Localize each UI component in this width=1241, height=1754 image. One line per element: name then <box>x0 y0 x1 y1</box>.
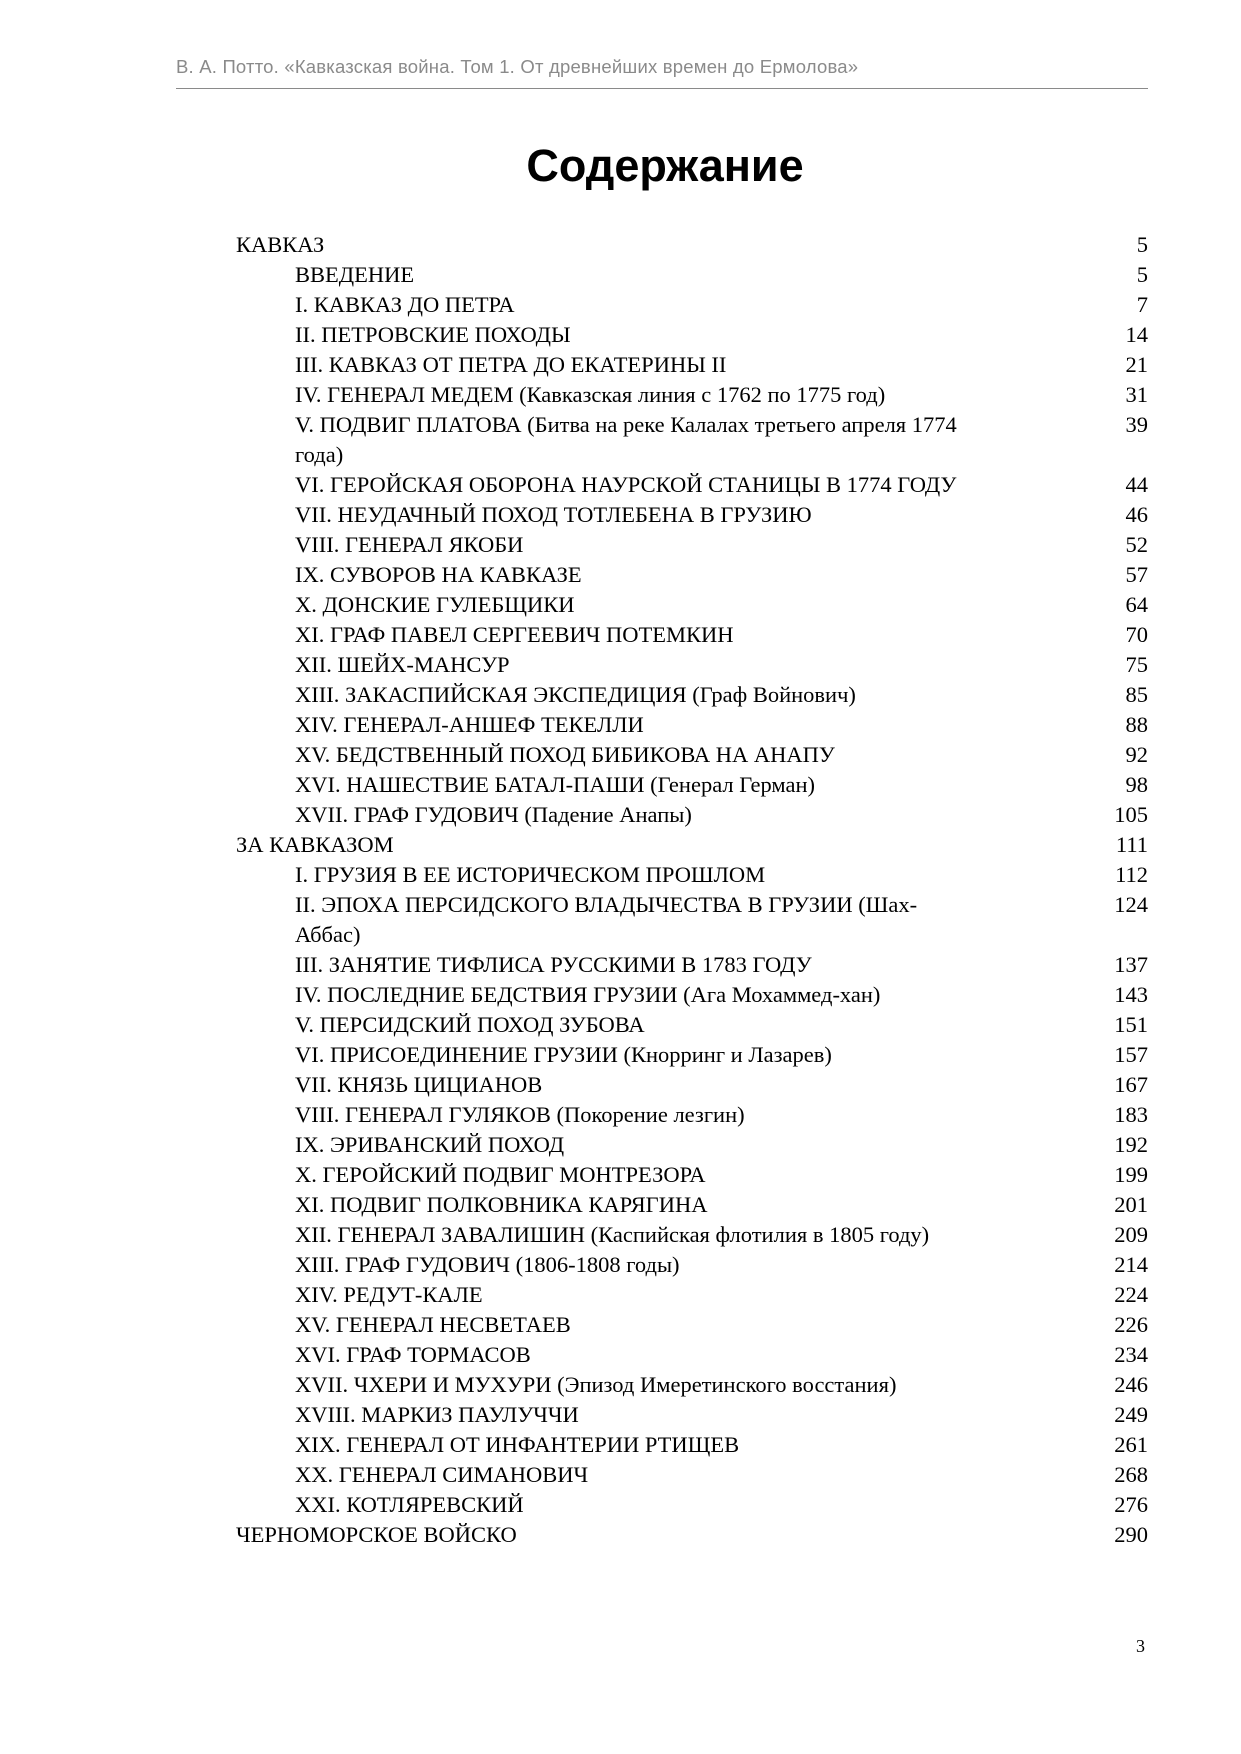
toc-entry-title: VIII. ГЕНЕРАЛ ГУЛЯКОВ (Покорение лезгин) <box>295 1102 745 1127</box>
toc-entry-page: 44 <box>1125 472 1148 497</box>
toc-chapter-entry[interactable] <box>236 260 1148 290</box>
toc-entry-title: XII. ГЕНЕРАЛ ЗАВАЛИШИН (Каспийская флотилия в 1805 году) <box>295 1222 930 1247</box>
toc-chapter-entry[interactable] <box>236 1370 1148 1400</box>
toc-chapter-entry[interactable] <box>236 890 1148 950</box>
toc-entry-page: 70 <box>1125 622 1148 647</box>
toc-chapter-entry[interactable] <box>236 1310 1148 1340</box>
toc-chapter-entry[interactable] <box>236 380 1148 410</box>
running-title: В. А. Потто. «Кавказская война. Том 1. От древнейших времен до Ермолова» <box>176 56 859 77</box>
toc-chapter-entry[interactable] <box>236 950 1148 980</box>
toc-part-entry[interactable] <box>236 1520 1148 1550</box>
toc-part-entry[interactable] <box>236 230 1148 260</box>
toc-chapter-entry[interactable] <box>236 800 1148 830</box>
toc-entry-page: 167 <box>1114 1072 1148 1097</box>
toc-entry-title: XV. ГЕНЕРАЛ НЕСВЕТАЕВ <box>295 1312 571 1337</box>
toc-entry-page: 268 <box>1114 1462 1148 1487</box>
toc-entry-title: IX. СУВОРОВ НА КАВКАЗЕ <box>295 562 582 587</box>
toc-entry-page: 157 <box>1114 1042 1148 1067</box>
toc-chapter-entry[interactable] <box>236 1070 1148 1100</box>
toc-entry-title: VI. ГЕРОЙСКАЯ ОБОРОНА НАУРСКОЙ СТАНИЦЫ В 1774 ГОДУ <box>295 472 957 497</box>
toc-entry-title: X. ДОНСКИЕ ГУЛЕБЩИКИ <box>295 592 575 617</box>
toc-entry-title: X. ГЕРОЙСКИЙ ПОДВИГ МОНТРЕЗОРА <box>295 1162 706 1187</box>
toc-entry-title: I. КАВКАЗ ДО ПЕТРА <box>295 292 515 317</box>
toc-chapter-entry[interactable] <box>236 1220 1148 1250</box>
toc-chapter-entry[interactable] <box>236 1130 1148 1160</box>
toc-entry-title: VII. НЕУДАЧНЫЙ ПОХОД ТОТЛЕБЕНА В ГРУЗИЮ <box>295 502 812 527</box>
toc-chapter-entry[interactable] <box>236 500 1148 530</box>
toc-chapter-entry[interactable] <box>236 320 1148 350</box>
page-title: Содержание <box>526 140 804 191</box>
toc-entry-title: VII. КНЯЗЬ ЦИЦИАНОВ <box>295 1072 543 1097</box>
toc-chapter-entry[interactable] <box>236 530 1148 560</box>
toc-entry-title: XVII. ГРАФ ГУДОВИЧ (Падение Анапы) <box>295 802 692 827</box>
toc-chapter-entry[interactable] <box>236 710 1148 740</box>
toc-chapter-entry[interactable] <box>236 1280 1148 1310</box>
toc-entry-page: 5 <box>1136 232 1148 257</box>
toc-entry-title: XIII. ЗАКАСПИЙСКАЯ ЭКСПЕДИЦИЯ (Граф Войнович) <box>295 682 856 707</box>
toc-entry-page: 290 <box>1114 1522 1148 1547</box>
toc-entry-title: XX. ГЕНЕРАЛ СИМАНОВИЧ <box>295 1462 589 1487</box>
table-of-contents <box>236 230 1148 1550</box>
toc-entry-title: XVII. ЧХЕРИ И МУХУРИ (Эпизод Имеретинского восстания) <box>295 1372 897 1397</box>
toc-chapter-entry[interactable] <box>236 1460 1148 1490</box>
toc-entry-page: 39 <box>1125 412 1148 437</box>
toc-entry-page: 98 <box>1125 772 1148 797</box>
toc-entry-page: 276 <box>1114 1492 1148 1517</box>
toc-chapter-entry[interactable] <box>236 1010 1148 1040</box>
toc-entry-page: 137 <box>1114 952 1148 977</box>
toc-chapter-entry[interactable] <box>236 590 1148 620</box>
toc-chapter-entry[interactable] <box>236 770 1148 800</box>
toc-chapter-entry[interactable] <box>236 620 1148 650</box>
toc-entry-title: XXI. КОТЛЯРЕВСКИЙ <box>295 1492 524 1517</box>
toc-entry-page: 183 <box>1114 1102 1148 1127</box>
toc-entry-page: 143 <box>1114 982 1148 1007</box>
toc-entry-page: 31 <box>1125 382 1148 407</box>
toc-entry-page: 14 <box>1125 322 1148 347</box>
toc-entry-title: ЗА КАВКАЗОМ <box>236 832 394 857</box>
toc-entry-page: 214 <box>1114 1252 1148 1277</box>
toc-entry-page: 246 <box>1114 1372 1148 1397</box>
toc-chapter-entry[interactable] <box>236 470 1148 500</box>
toc-entry-page: 85 <box>1125 682 1148 707</box>
toc-chapter-entry[interactable] <box>236 650 1148 680</box>
toc-entry-title: III. ЗАНЯТИЕ ТИФЛИСА РУССКИМИ В 1783 ГОДУ <box>295 952 812 977</box>
toc-chapter-entry[interactable] <box>236 560 1148 590</box>
toc-entry-title: КАВКАЗ <box>236 232 325 257</box>
toc-entry-title: III. КАВКАЗ ОТ ПЕТРА ДО ЕКАТЕРИНЫ II <box>295 352 727 377</box>
toc-entry-title: XVIII. МАРКИЗ ПАУЛУЧЧИ <box>295 1402 579 1427</box>
toc-entry-title: VIII. ГЕНЕРАЛ ЯКОБИ <box>295 532 524 557</box>
toc-chapter-entry[interactable] <box>236 290 1148 320</box>
toc-chapter-entry[interactable] <box>236 740 1148 770</box>
page-number: 3 <box>1136 1636 1145 1656</box>
toc-entry-page: 64 <box>1125 592 1148 617</box>
toc-entry-page: 234 <box>1114 1342 1148 1367</box>
toc-entry-title: IX. ЭРИВАНСКИЙ ПОХОД <box>295 1132 565 1157</box>
toc-entry-page: 209 <box>1114 1222 1148 1247</box>
toc-entry-title: XIV. РЕДУТ-КАЛЕ <box>295 1282 483 1307</box>
running-header <box>176 56 1148 89</box>
toc-entry-title: VI. ПРИСОЕДИНЕНИЕ ГРУЗИИ (Кнорринг и Лазарев) <box>295 1042 832 1067</box>
toc-entry-page: 261 <box>1114 1432 1148 1457</box>
toc-entry-page: 5 <box>1136 262 1148 287</box>
toc-chapter-entry[interactable] <box>236 980 1148 1010</box>
toc-entry-page: 224 <box>1114 1282 1148 1307</box>
toc-entry-title: IV. ГЕНЕРАЛ МЕДЕМ (Кавказская линия с 1762 по 1775 год) <box>295 382 886 407</box>
toc-entry-title: IV. ПОСЛЕДНИЕ БЕДСТВИЯ ГРУЗИИ (Ага Мохаммед-хан) <box>295 982 881 1007</box>
toc-entry-title: XI. ГРАФ ПАВЕЛ СЕРГЕЕВИЧ ПОТЕМКИН <box>295 622 734 647</box>
toc-chapter-entry[interactable] <box>236 680 1148 710</box>
toc-entry-page: 112 <box>1115 862 1148 887</box>
toc-entry-page: 92 <box>1125 742 1148 767</box>
toc-entry-page: 192 <box>1114 1132 1148 1157</box>
toc-part-entry[interactable] <box>236 830 1148 860</box>
toc-entry-title: XI. ПОДВИГ ПОЛКОВНИКА КАРЯГИНА <box>295 1192 708 1217</box>
toc-entry-page: 7 <box>1136 292 1148 317</box>
toc-chapter-entry[interactable] <box>236 1190 1148 1220</box>
toc-entry-title: XII. ШЕЙХ-МАНСУР <box>295 652 510 677</box>
toc-entry-page: 151 <box>1114 1012 1148 1037</box>
toc-chapter-entry[interactable] <box>236 1400 1148 1430</box>
toc-chapter-entry[interactable] <box>236 860 1148 890</box>
toc-entry-page: 46 <box>1125 502 1148 527</box>
toc-entry-page: 21 <box>1125 352 1148 377</box>
toc-entry-page: 88 <box>1125 712 1148 737</box>
toc-entry-title: XIII. ГРАФ ГУДОВИЧ (1806-1808 годы) <box>295 1252 680 1277</box>
toc-entry-title: V. ПОДВИГ ПЛАТОВА (Битва на реке Калалах третьего апреля 1774 года) <box>295 412 957 467</box>
toc-entry-page: 75 <box>1125 652 1148 677</box>
toc-entry-page: 111 <box>1115 832 1148 857</box>
toc-entry-title: I. ГРУЗИЯ В ЕЕ ИСТОРИЧЕСКОМ ПРОШЛОМ <box>295 862 766 887</box>
toc-chapter-entry[interactable] <box>236 350 1148 380</box>
toc-entry-page: 199 <box>1114 1162 1148 1187</box>
toc-entry-page: 105 <box>1114 802 1148 827</box>
toc-entry-title: V. ПЕРСИДСКИЙ ПОХОД ЗУБОВА <box>295 1012 645 1037</box>
toc-entry-page: 201 <box>1114 1192 1148 1217</box>
toc-chapter-entry[interactable] <box>236 1490 1148 1520</box>
toc-entry-page: 226 <box>1114 1312 1148 1337</box>
toc-entry-title: II. ЭПОХА ПЕРСИДСКОГО ВЛАДЫЧЕСТВА В ГРУЗИИ (Шах-Аббас) <box>295 892 918 947</box>
toc-entry-title: II. ПЕТРОВСКИЕ ПОХОДЫ <box>295 322 571 347</box>
toc-chapter-entry[interactable] <box>236 1100 1148 1130</box>
toc-chapter-entry[interactable] <box>236 1040 1148 1070</box>
toc-chapter-entry[interactable] <box>236 1340 1148 1370</box>
toc-entry-page: 57 <box>1125 562 1148 587</box>
toc-entry-title: XVI. ГРАФ ТОРМАСОВ <box>295 1342 531 1367</box>
toc-chapter-entry[interactable] <box>236 1430 1148 1460</box>
toc-chapter-entry[interactable] <box>236 1160 1148 1190</box>
toc-chapter-entry[interactable] <box>236 410 1148 470</box>
toc-entry-page: 124 <box>1114 892 1148 917</box>
toc-entry-title: XIV. ГЕНЕРАЛ-АНШЕФ ТЕКЕЛЛИ <box>295 712 644 737</box>
toc-entry-title: XV. БЕДСТВЕННЫЙ ПОХОД БИБИКОВА НА АНАПУ <box>295 742 835 767</box>
toc-chapter-entry[interactable] <box>236 1250 1148 1280</box>
toc-entry-title: XIX. ГЕНЕРАЛ ОТ ИНФАНТЕРИИ РТИЩЕВ <box>295 1432 740 1457</box>
toc-entry-title: ЧЕРНОМОРСКОЕ ВОЙСКО <box>236 1522 517 1547</box>
toc-entry-title: XVI. НАШЕСТВИЕ БАТАЛ-ПАШИ (Генерал Герман) <box>295 772 816 797</box>
toc-entry-title: ВВЕДЕНИЕ <box>295 262 415 287</box>
toc-entry-page: 52 <box>1125 532 1148 557</box>
toc-entry-page: 249 <box>1114 1402 1148 1427</box>
